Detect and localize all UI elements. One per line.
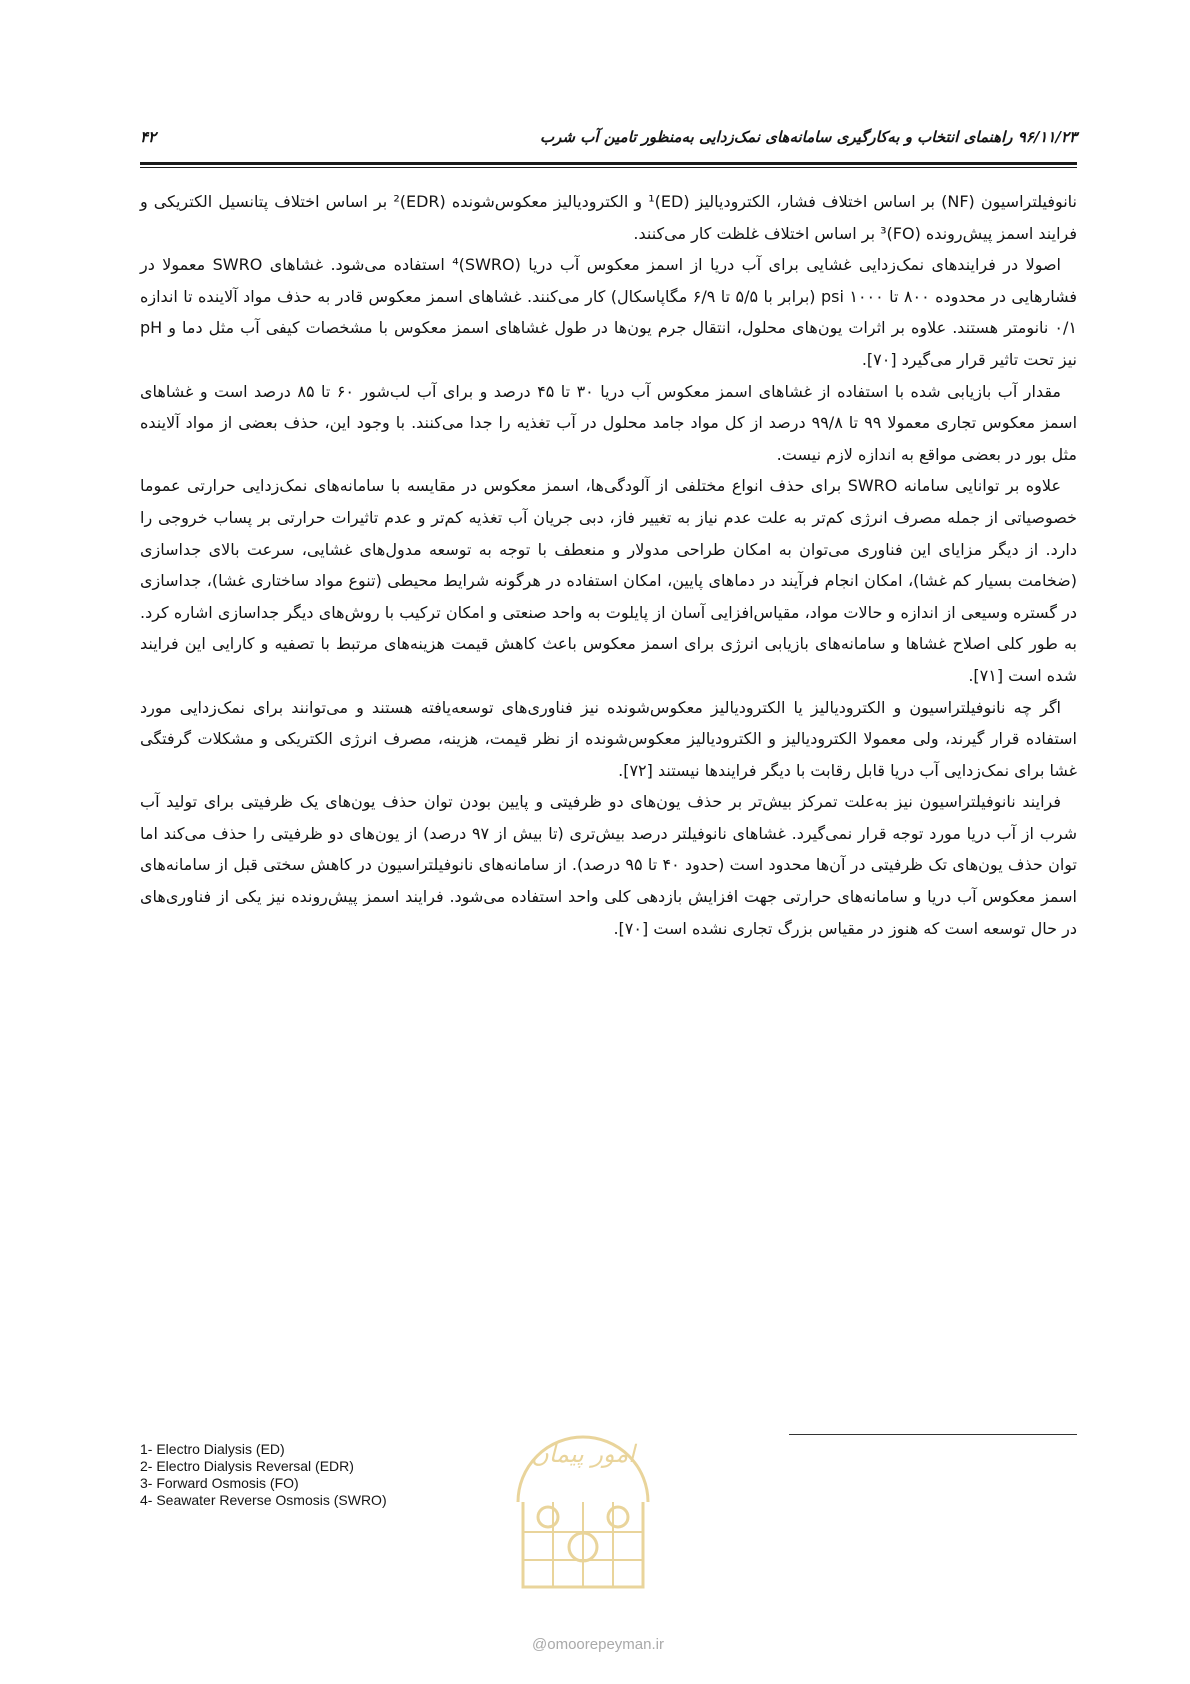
paragraph: نانوفیلتراسیون (NF) بر اساس اختلاف فشار، الکترودیالیز (ED)¹ و الکترودیالیز معکوس‌شونده (EDR)² بر اساس اختلاف پتانسیل الکتریکی و فرایند اسمز پیش‌رونده (FO)³ بر اساس اختلاف غلظت کار می‌کنند. [140, 192, 1078, 243]
footnote: 2- Electro Dialysis Reversal (EDR) [140, 1458, 354, 1474]
footnote-separator [789, 1434, 1077, 1435]
page-header [140, 128, 1077, 156]
footnote: 3- Forward Osmosis (FO) [140, 1475, 299, 1491]
running-title: ۹۶/۱۱/۲۳ راهنمای انتخاب و به‌کارگیری سامانه‌های نمک‌زدایی به‌منظور تامین آب شرب [540, 128, 1077, 146]
footnote: 1- Electro Dialysis (ED) [140, 1441, 285, 1457]
footnote: 4- Seawater Reverse Osmosis (SWRO) [140, 1492, 387, 1508]
watermark-url: @omoorepeyman.ir [532, 1636, 664, 1653]
header-rule [140, 162, 1077, 165]
paragraph: اصولا در فرایندهای نمک‌زدایی غشایی برای آب دریا از اسمز معکوس آب دریا (SWRO)⁴ استفاده می‌شود. غشاهای SWRO معمولا در فشارهایی در محدوده ۸۰۰ تا ۱۰۰۰ psi (برابر با ۵/۵ تا ۶/۹ مگاپاسکال) کار می‌کنند. غشاهای اسمز معکوس قادر به حذف مواد آلاینده تا اندازه ۰/۱ نانومتر هستند. علاوه بر اثرات یون‌های محلول، انتقال جرم یون‌ها در طول غشاهای اسمز معکوس با مشخصات کیفی آب مثل دما و pH نیز تحت تاثیر قرار می‌گیرد [۷۰]. [140, 255, 1077, 369]
watermark-logo-text: امور پیمان [531, 1440, 635, 1468]
paragraph: مقدار آب بازیابی شده با استفاده از غشاهای اسمز معکوس آب دریا ۳۰ تا ۴۵ درصد و برای آب لب‌شور ۶۰ تا ۸۵ درصد است و غشاهای اسمز معکوس تجاری معمولا ۹۹ تا ۹۹/۸ درصد از کل مواد جامد محلول در آب تغذیه را جدا می‌کنند. با وجود این، حذف بعضی از مواد آلاینده مثل بور در بعضی مواقع به اندازه لازم نیست. [140, 381, 1078, 464]
paragraph: فرایند نانوفیلتراسیون نیز به‌علت تمرکز بیش‌تر بر حذف یون‌های دو ظرفیتی و پایین بودن توان حذف یون‌های یک ظرفیتی برای تولید آب شرب از آب دریا مورد توجه قرار نمی‌گیرد. غشاهای نانوفیلتر درصد بیش‌تری (تا بیش از ۹۷ درصد) از یون‌های دو ظرفیتی را حذف می‌کند اما توان حذف یون‌های تک ظرفیتی در آن‌ها محدود است (حدود ۴۰ تا ۹۵ درصد). از سامانه‌های نانوفیلتراسیون در کاهش سختی قبل از سامانه‌های اسمز معکوس آب دریا و سامانه‌های حرارتی جهت افزایش بازدهی کلی واحد استفاده می‌شود. فرایند اسمز پیش‌رونده نیز یکی از فناوری‌های در حال توسعه است که هنوز در مقیاس بزرگ تجاری نشده است [۷۰]. [140, 792, 1078, 938]
paragraph: اگر چه نانوفیلتراسیون و الکترودیالیز یا الکترودیالیز معکوس‌شونده نیز فناوری‌های توسعه‌یافته هستند و می‌توانند برای نمک‌زدایی مورد استفاده قرار گیرند، ولی معمولا الکترودیالیز و الکترودیالیز معکوس‌شونده از نظر قیمت، هزینه، مصرف انرژی الکتریکی و مشکلات گرفتگی غشا برای نمک‌زدایی آب دریا قابل رقابت با دیگر فرایندها نیستند [۷۲]. [140, 697, 1077, 780]
main-text [140, 186, 1077, 944]
footnotes [140, 1441, 560, 1509]
paragraph: علاوه بر توانایی سامانه SWRO برای حذف انواع مختلفی از آلودگی‌ها، اسمز معکوس در مقایسه با سامانه‌های نمک‌زدایی حرارتی عموما خصوصیاتی از جمله مصرف انرژی کم‌تر به علت عدم نیاز به تغییر فاز، دبی جریان آب تغذیه کم‌تر و عدم تاثیرات حرارتی بر پساب خروجی را دارد. از دیگر مزایای این فناوری می‌توان به امکان طراحی مدولار و منعطف با توجه به توسعه مدول‌های غشایی، سرعت بالای جداسازی (ضخامت بسیار کم غشا)، امکان انجام فرآیند در دماهای پایین، امکان استفاده در هرگونه شرایط محیطی (تنوع مواد ساختاری غشا)، جداسازی در گستره وسیعی از اندازه و حالات مواد، مقیاس‌افزایی آسان از پایلوت به واحد صنعتی و امکان ترکیب با روش‌های دیگر جداسازی اشاره کرد. به طور کلی اصلاح غشاها و سامانه‌های بازیابی انرژی برای اسمز معکوس باعث کاهش قیمت هزینه‌های مرتبط با تصفیه و کارایی این فرایند شده است [۷۱]. [140, 476, 1077, 685]
page-number: ۴۲ [140, 128, 157, 146]
header-rule-thin [140, 167, 1077, 168]
watermark-logo [498, 1382, 668, 1612]
